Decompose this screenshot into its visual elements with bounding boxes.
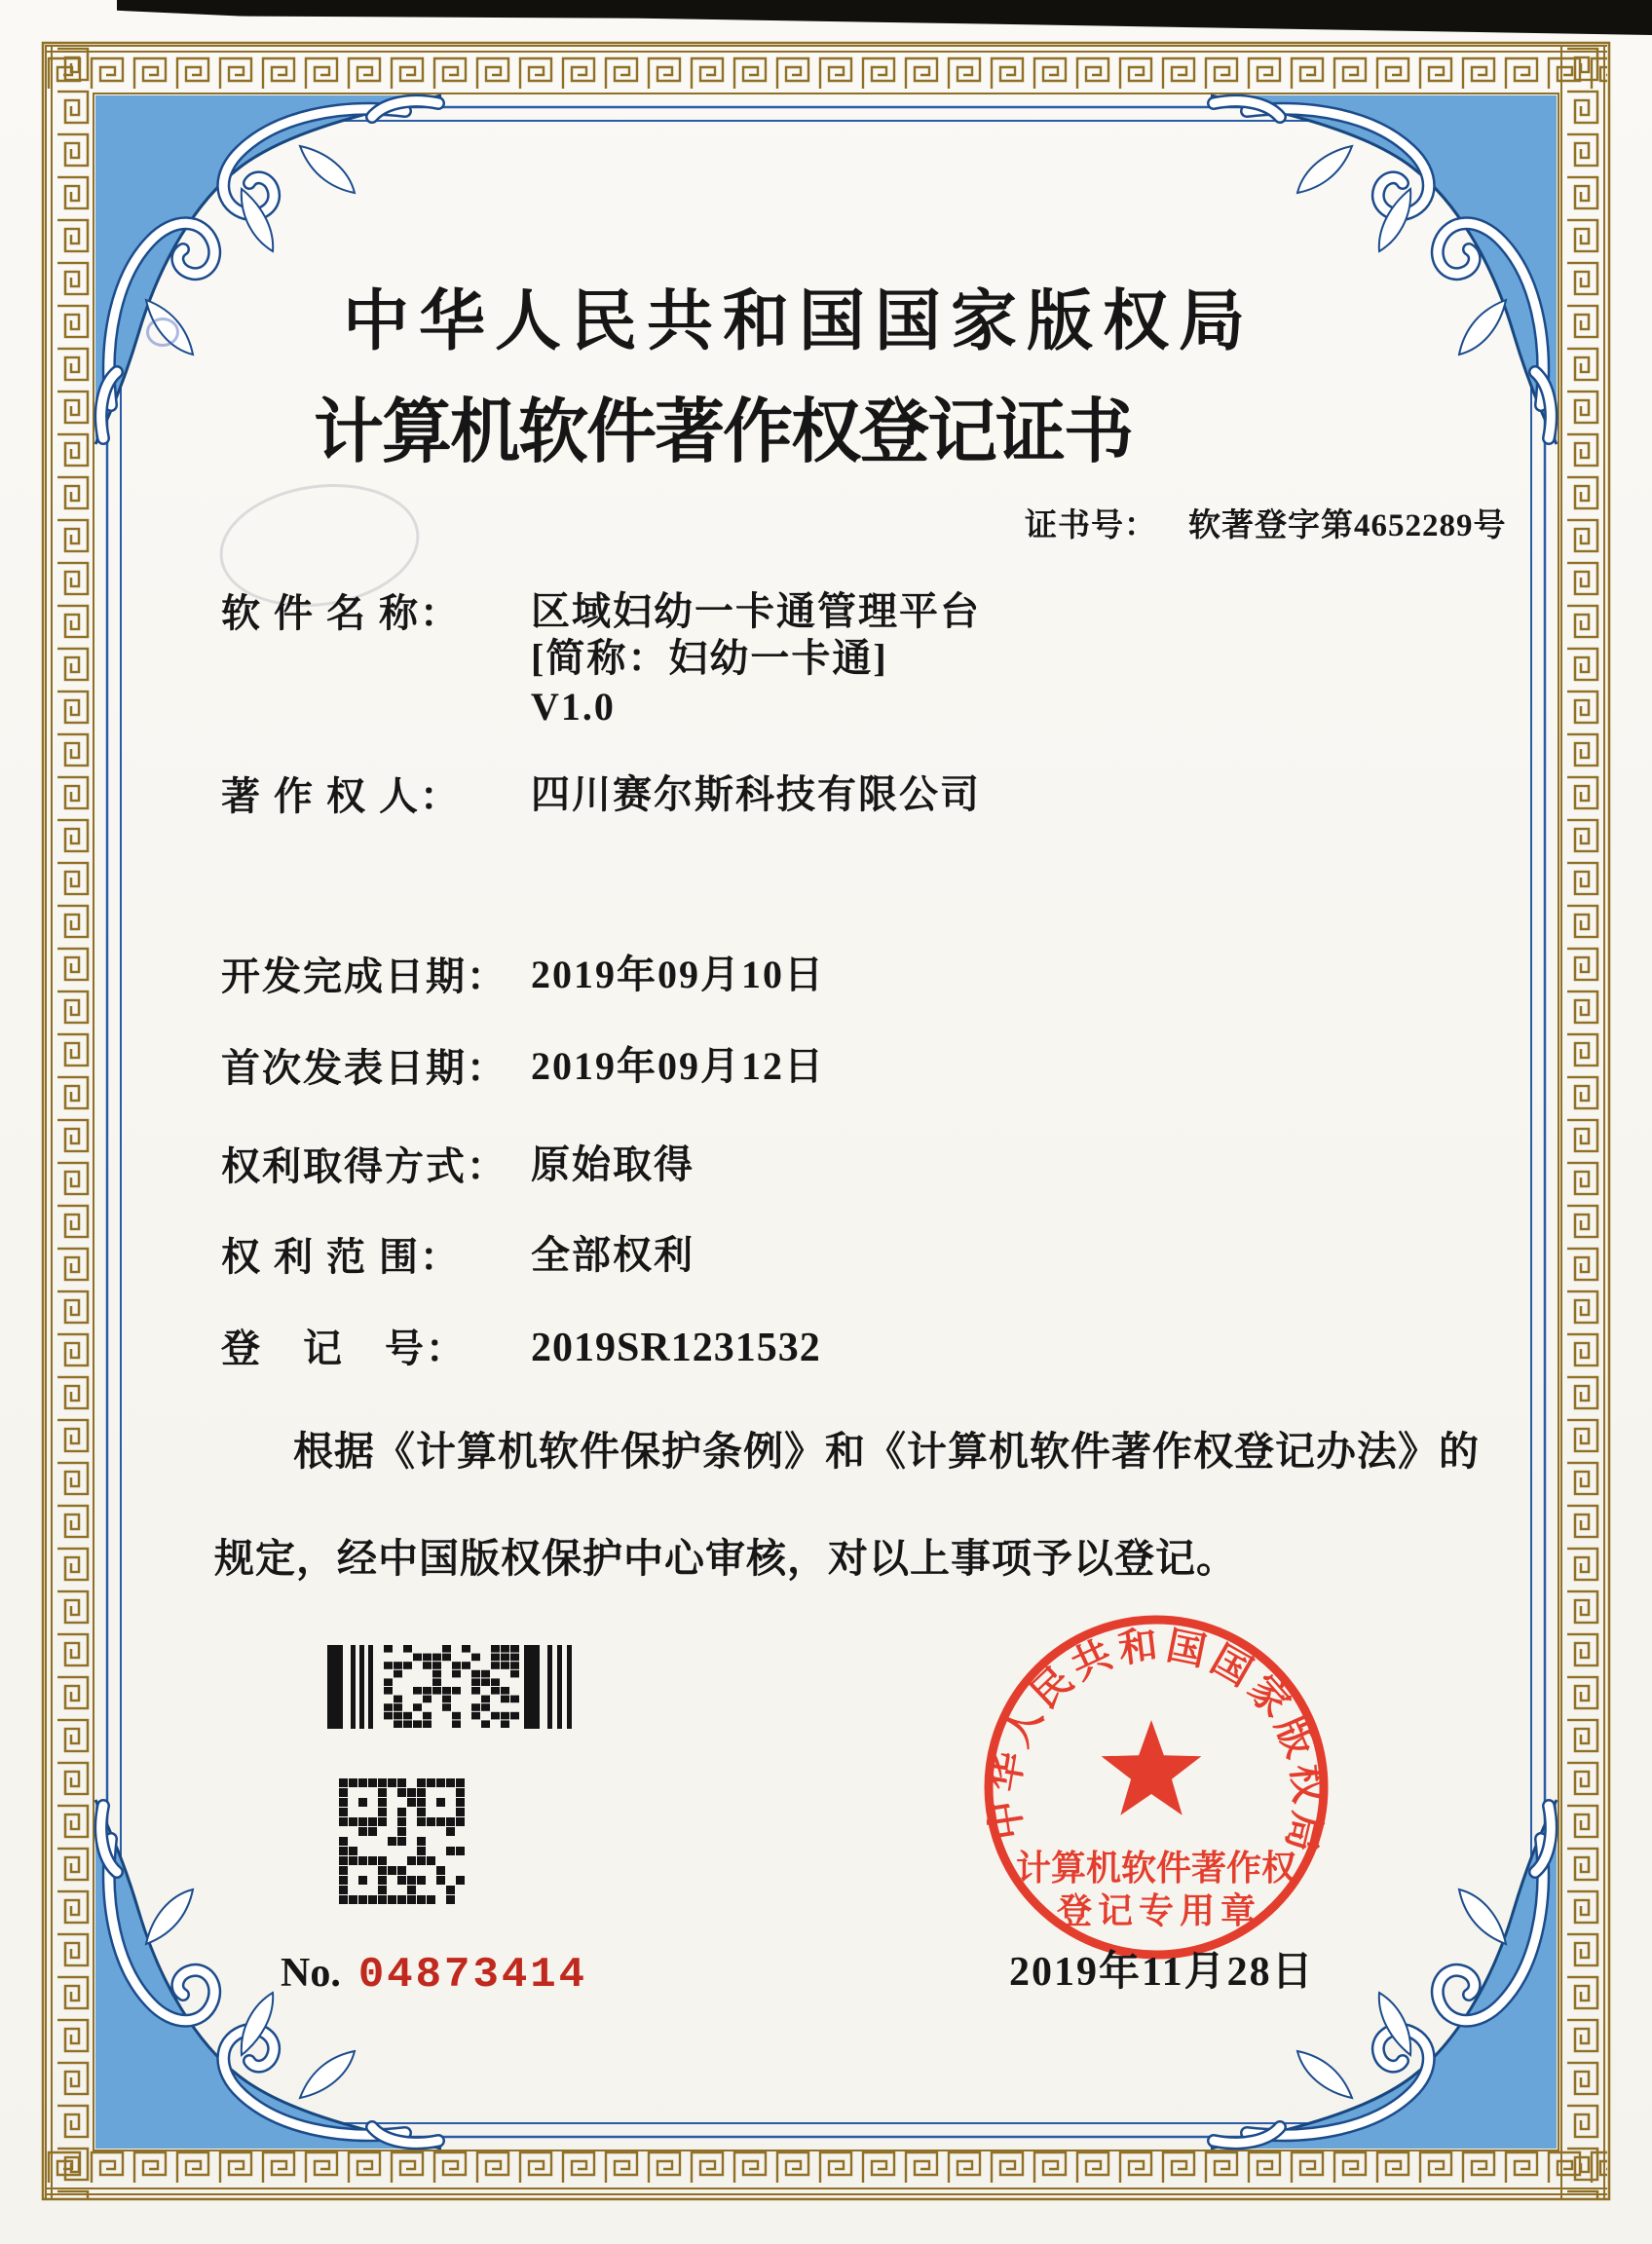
cert-number-value: 软著登字第4652289号	[1188, 508, 1507, 543]
greek-key-border	[43, 43, 1609, 2199]
red-star-icon	[1102, 1720, 1202, 1815]
certificate-title: 计算机软件著作权登记证书	[314, 393, 1133, 471]
rights-acquisition-label: 权利取得方式：	[221, 1144, 507, 1188]
registration-paragraph-line2: 规定，经中国版权保护中心审核，对以上事项予以登记。	[214, 1536, 1237, 1581]
cert-number-label: 证书号：	[1025, 508, 1157, 543]
authority-title: 中华人民共和国国家版权局	[343, 284, 1256, 358]
software-name-version: V1.0	[531, 685, 616, 729]
seal-line1: 计算机软件著作权	[1015, 1849, 1297, 1888]
software-name-line2: [简称：妇幼一卡通]	[531, 636, 888, 680]
registration-no-label: 登 记 号：	[221, 1327, 467, 1370]
qr-code-icon	[339, 1778, 466, 1905]
software-name-line1: 区域妇幼一卡通管理平台	[531, 589, 981, 633]
seal-ring-text: 中华人民共和国国家版权局	[982, 1623, 1332, 1856]
rights-scope-label: 权 利 范 围：	[221, 1235, 461, 1279]
first-published-value: 2019年09月12日	[531, 1044, 825, 1088]
issue-date: 2019年11月28日	[1009, 1950, 1315, 1995]
registration-no-value: 2019SR1231532	[531, 1326, 821, 1370]
corner-flourish-top-right	[1211, 95, 1557, 444]
registration-paragraph-line1: 根据《计算机软件保护条例》和《计算机软件著作权登记办法》的	[293, 1429, 1480, 1474]
rights-scope-value: 全部权利	[531, 1233, 695, 1277]
copyright-owner-value: 四川赛尔斯科技有限公司	[531, 772, 981, 816]
serial-number	[281, 1950, 587, 2000]
copyright-owner-label: 著 作 权 人：	[221, 774, 461, 818]
first-published-label: 首次发表日期：	[221, 1046, 507, 1090]
corner-flourish-top-left	[95, 95, 441, 444]
seal-line2: 登记专用章	[1056, 1891, 1262, 1930]
dev-completed-value: 2019年09月10日	[531, 953, 825, 996]
dev-completed-label: 开发完成日期：	[221, 954, 507, 998]
rights-acquisition-value: 原始取得	[531, 1142, 695, 1186]
serial-number-label: No.	[281, 1951, 341, 1996]
software-name-label: 软 件 名 称：	[221, 591, 461, 635]
barcode-2d-icon	[327, 1641, 579, 1733]
serial-number-value: 04873414	[357, 1951, 588, 2000]
cert-number-row	[1025, 510, 1507, 542]
official-seal	[959, 1588, 1359, 1977]
